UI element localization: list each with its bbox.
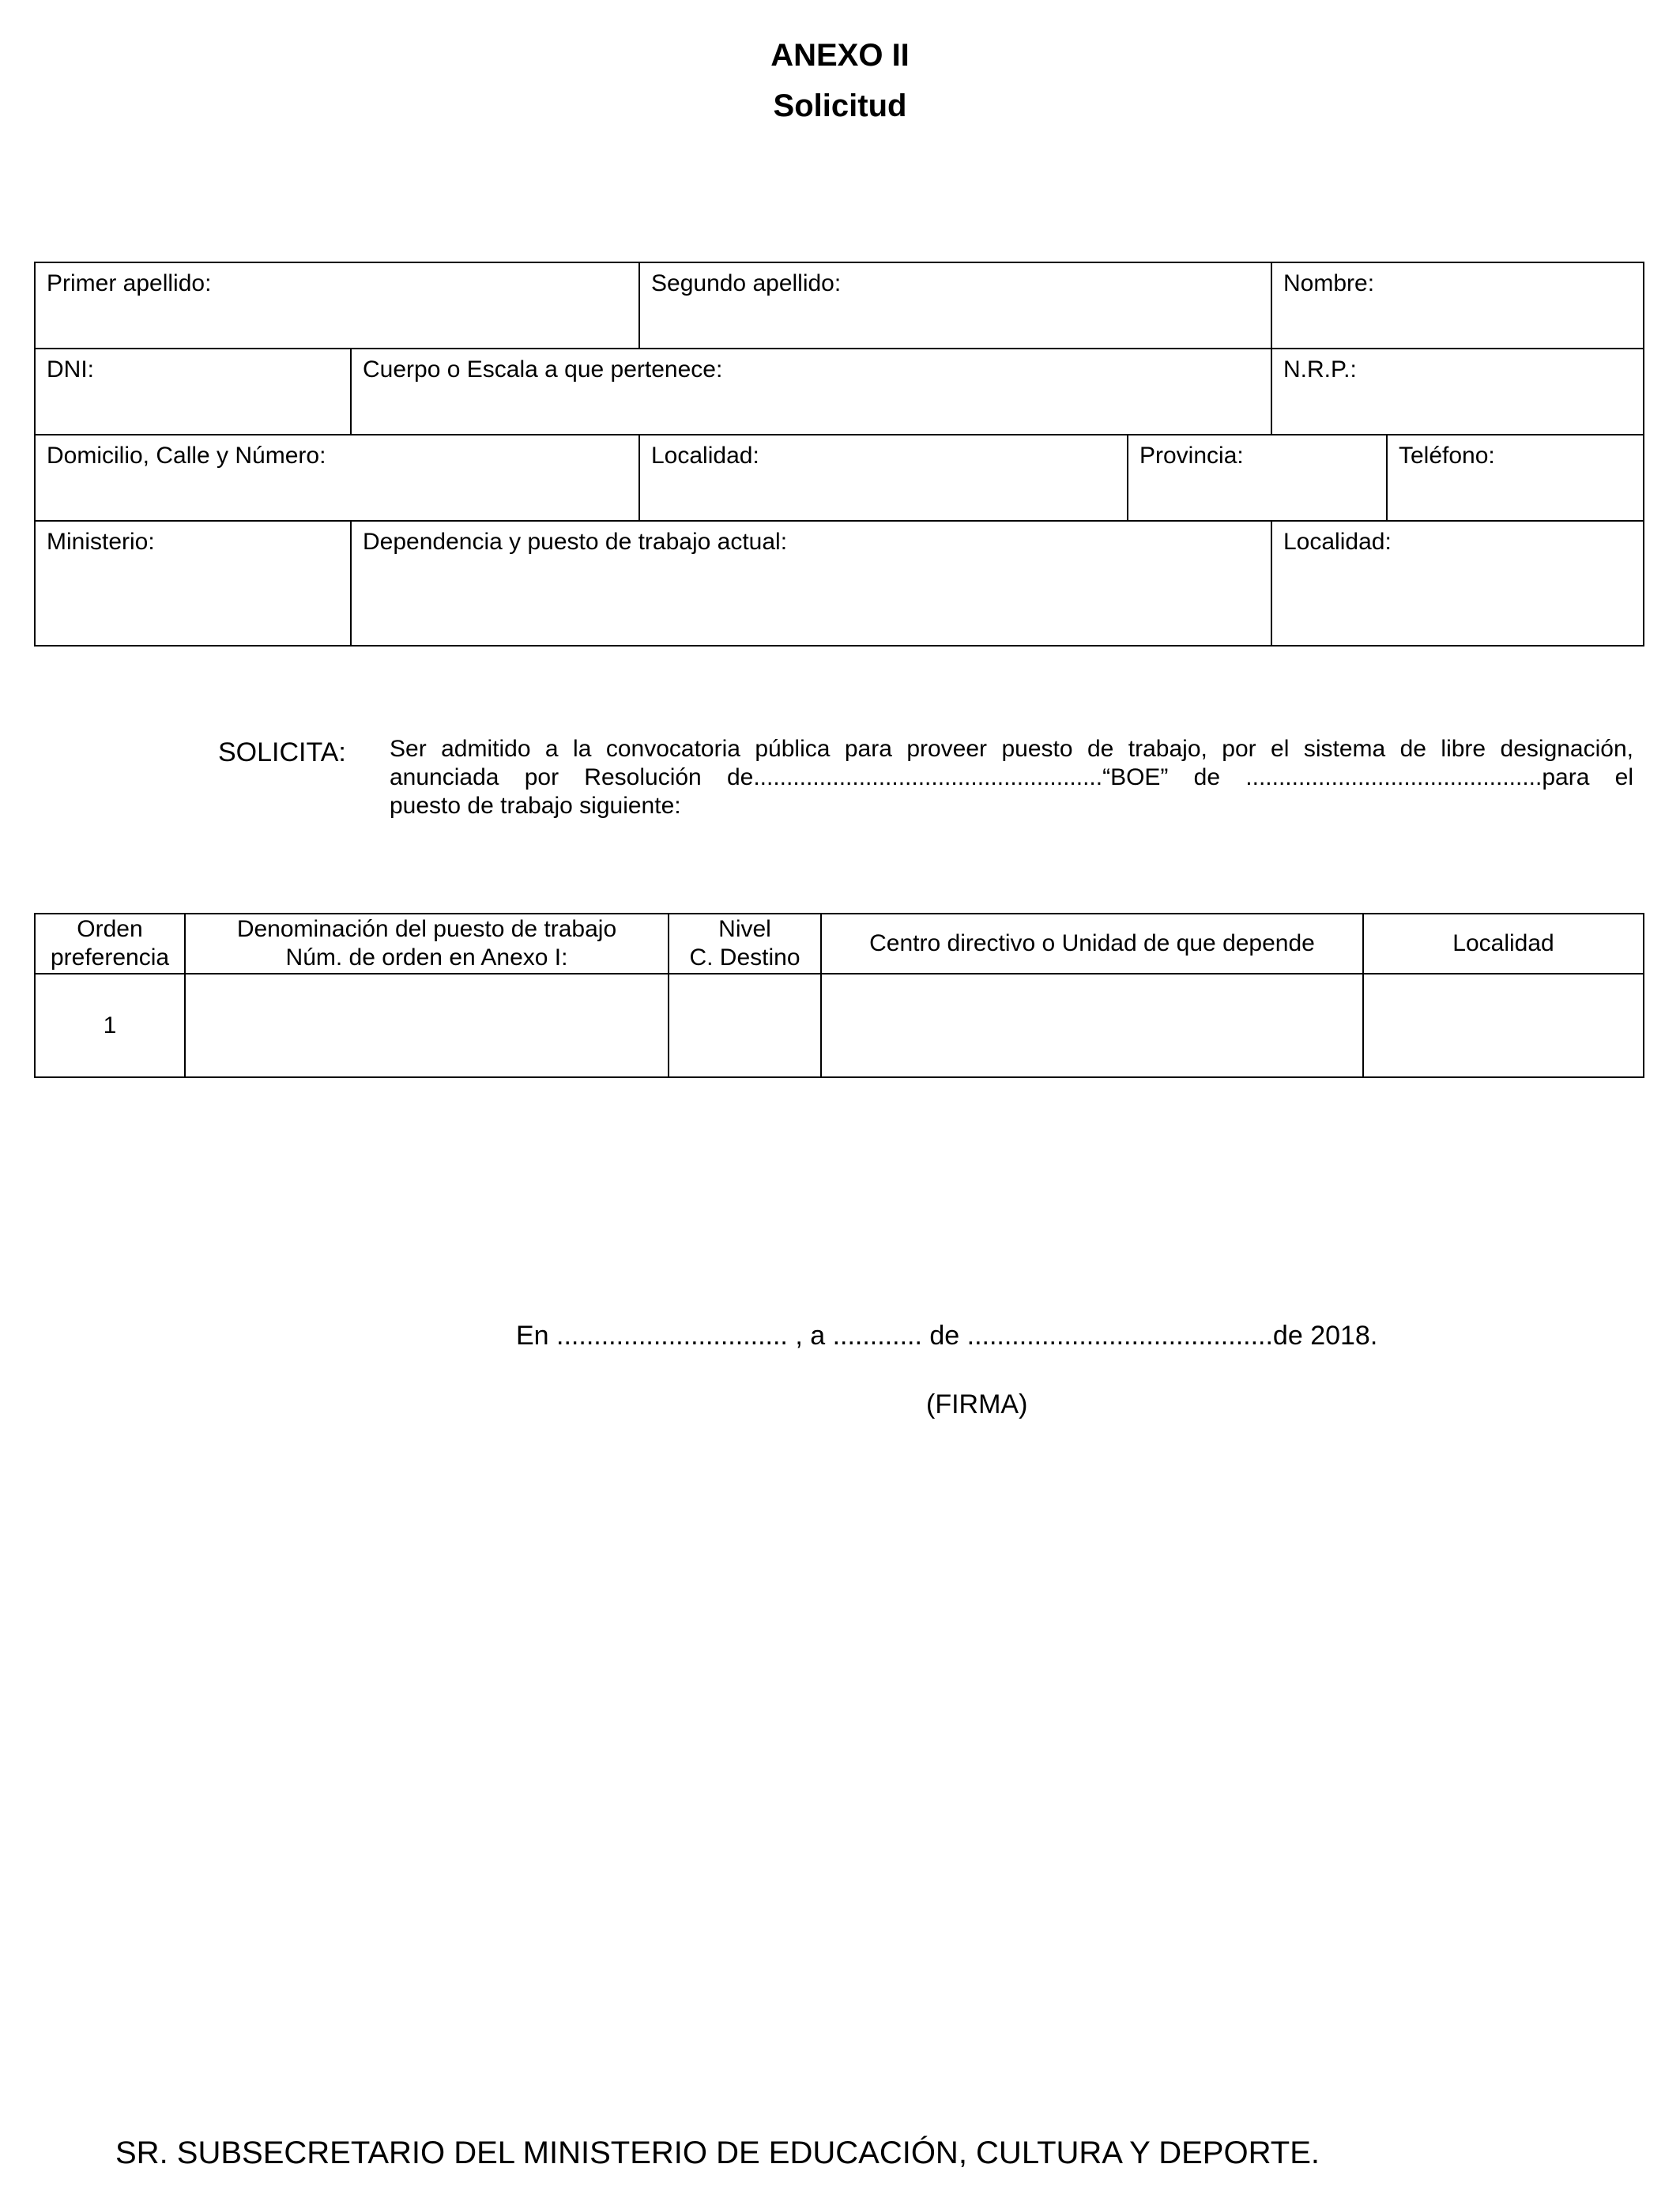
header-line: preferencia	[50, 944, 170, 971]
field-primer-apellido[interactable]: Primer apellido:	[47, 270, 212, 296]
solicita-line: Ser admitido a la convocatoria pública para proveer puesto de trabajo, por el sistema de libre designación,	[390, 736, 1633, 762]
header-line: C. Destino	[689, 944, 800, 971]
table-cell-orden: 1	[103, 1012, 117, 1039]
addressee-line: SR. SUBSECRETARIO DEL MINISTERIO DE EDUCACIÓN, CULTURA Y DEPORTE.	[115, 2136, 1320, 2170]
header-line: Localidad	[1452, 930, 1554, 956]
date-place-line: En ............................... , a ............ de .........................................de 2018.	[516, 1321, 1378, 1351]
header-line: Orden	[77, 916, 143, 942]
solicita-paragraph	[390, 735, 1633, 820]
field-cuerpo-escala[interactable]: Cuerpo o Escala a que pertenece:	[363, 356, 723, 383]
header-line: Núm. de orden en Anexo I:	[285, 944, 568, 971]
field-segundo-apellido[interactable]: Segundo apellido:	[651, 270, 842, 296]
table-header-centro-directivo	[822, 914, 1362, 973]
field-localidad-trabajo[interactable]: Localidad:	[1283, 529, 1392, 555]
table-header-denominacion	[186, 914, 668, 973]
solicita-line: anunciada por Resolución de.....................................................“BOE” de .............................................para el	[390, 764, 1633, 790]
table-header-nivel	[669, 914, 820, 973]
firma-label: (FIRMA)	[926, 1389, 1028, 1419]
field-nrp[interactable]: N.R.P.:	[1283, 356, 1357, 383]
field-provincia[interactable]: Provincia:	[1139, 443, 1244, 469]
field-domicilio[interactable]: Domicilio, Calle y Número:	[47, 443, 326, 469]
header-line: Denominación del puesto de trabajo	[236, 916, 617, 942]
page-subtitle: Solicitud	[773, 89, 907, 123]
personal-data-table	[34, 262, 1644, 647]
positions-table	[34, 913, 1644, 1078]
table-header-orden	[36, 914, 184, 973]
header-line: Nivel	[718, 916, 771, 942]
table-cell-denominacion[interactable]	[186, 974, 668, 1076]
field-dni[interactable]: DNI:	[47, 356, 94, 383]
field-dependencia-puesto[interactable]: Dependencia y puesto de trabajo actual:	[363, 529, 788, 555]
solicita-line: puesto de trabajo siguiente:	[390, 793, 681, 819]
table-cell-nivel[interactable]	[669, 974, 820, 1076]
field-ministerio[interactable]: Ministerio:	[47, 529, 155, 555]
field-localidad[interactable]: Localidad:	[651, 443, 759, 469]
header-line: Centro directivo o Unidad de que depende	[869, 930, 1315, 956]
solicita-label: SOLICITA:	[218, 737, 346, 767]
table-cell-centro-directivo[interactable]	[822, 974, 1362, 1076]
field-telefono[interactable]: Teléfono:	[1399, 443, 1495, 469]
page-title: ANEXO II	[770, 38, 910, 73]
table-cell-localidad[interactable]	[1364, 974, 1643, 1076]
table-header-localidad	[1364, 914, 1643, 973]
field-nombre[interactable]: Nombre:	[1283, 270, 1375, 296]
